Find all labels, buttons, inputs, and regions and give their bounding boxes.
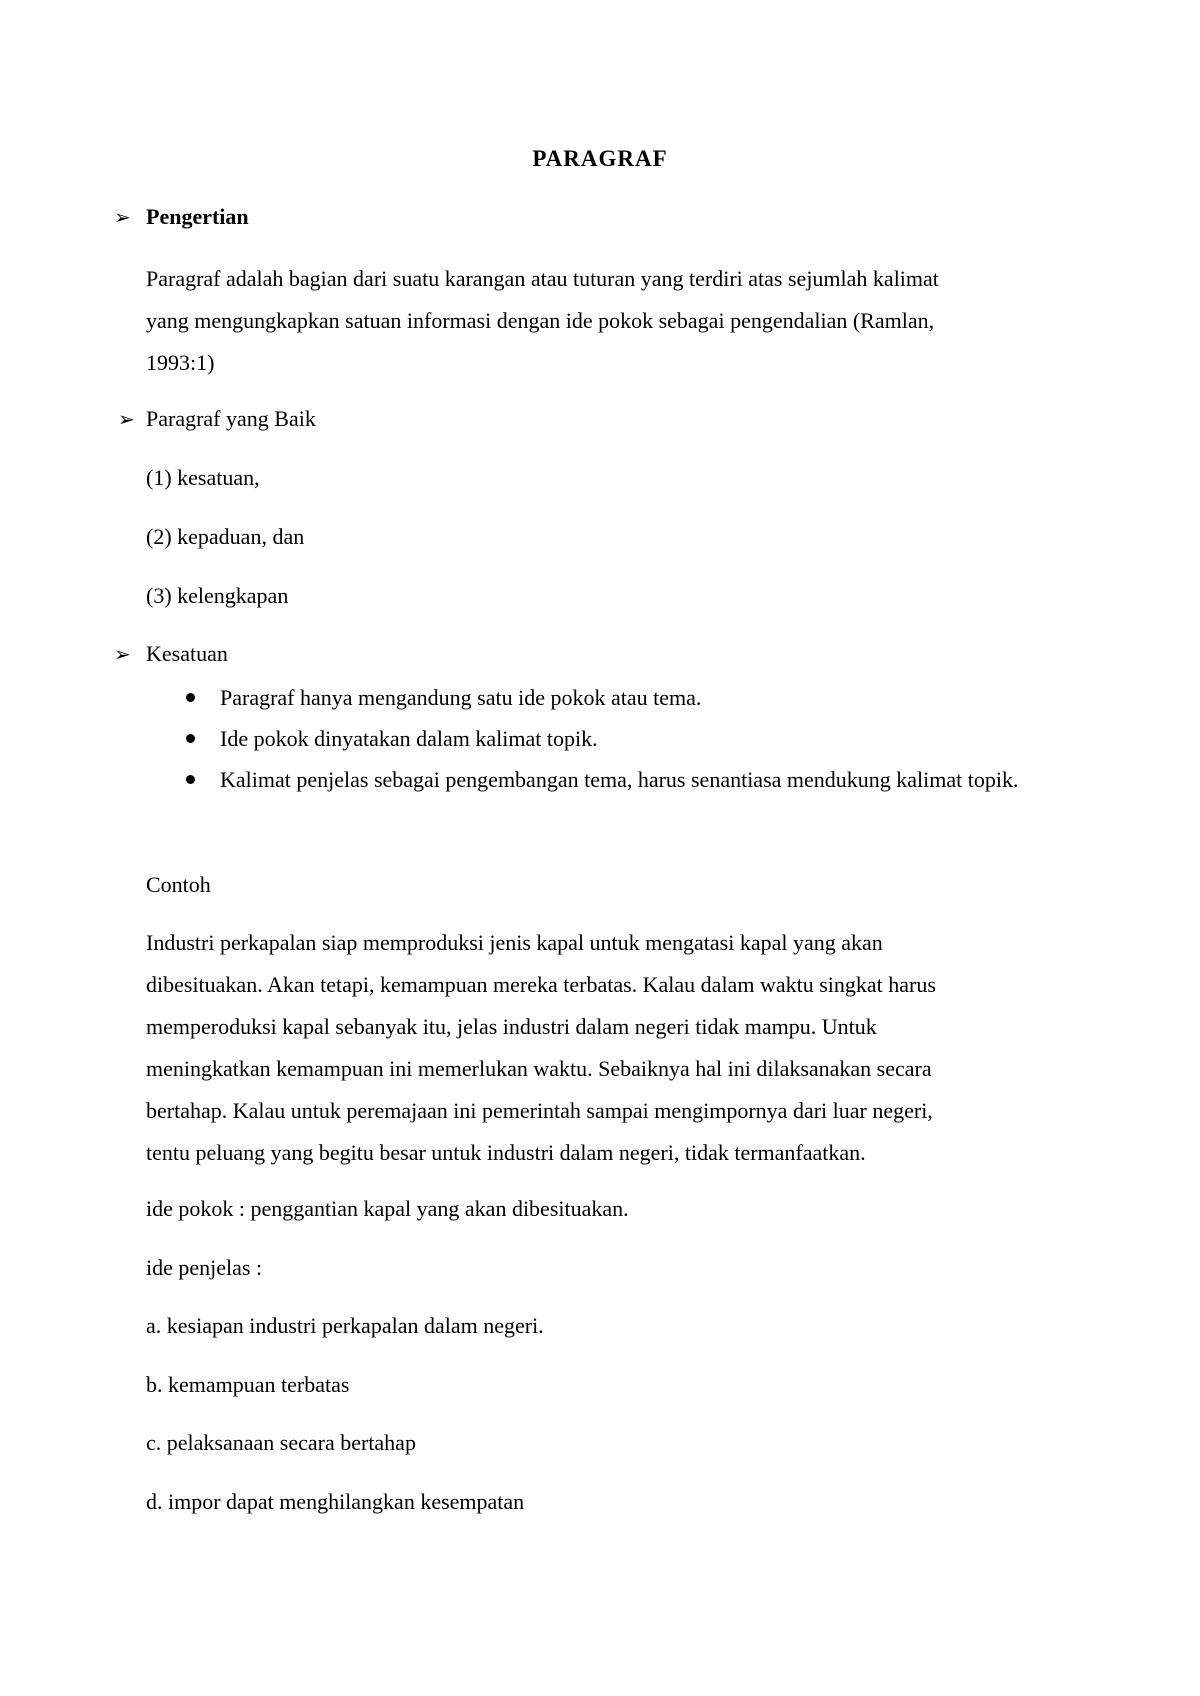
contoh-line: meningkatkan kemampuan ini memerlukan waktu. Sebaiknya hal ini dilaksanakan secara (146, 1056, 932, 1081)
ide-penjelas-item: c. pelaksanaan secara bertahap (146, 1430, 416, 1455)
ide-penjelas-label: ide penjelas : (146, 1255, 263, 1280)
arrow-bullet-icon: ➢ (118, 408, 135, 431)
pengertian-line: yang mengungkapkan satuan informasi dengan ide pokok sebagai pengendalian (Ramlan, (146, 308, 935, 333)
list-item: (2) kepaduan, dan (146, 524, 305, 549)
page-title: PARAGRAF (532, 146, 668, 171)
contoh-line: Industri perkapalan siap memproduksi jenis kapal untuk mengatasi kapal yang akan (146, 930, 883, 955)
arrow-bullet-icon: ➢ (114, 206, 131, 229)
bullet-text: Kalimat penjelas sebagai pengembangan tema, harus senantiasa mendukung kalimat topik. (220, 767, 1019, 792)
bullet-dot-icon (186, 775, 195, 784)
kesatuan-bullet-list (146, 677, 1046, 800)
contoh-line: dibesituakan. Akan tetapi, kemampuan mereka terbatas. Kalau dalam waktu singkat harus (146, 972, 936, 997)
ide-pokok: ide pokok : penggantian kapal yang akan dibesituakan. (146, 1196, 629, 1221)
list-item: (3) kelengkapan (146, 583, 289, 608)
arrow-bullet-icon: ➢ (114, 643, 131, 666)
kesatuan-heading: Kesatuan (146, 641, 228, 666)
list-item: (1) kesatuan, (146, 465, 260, 490)
section-paragraf-baik-heading (118, 406, 316, 432)
contoh-label: Contoh (146, 872, 211, 897)
pengertian-body (146, 258, 1046, 384)
list-item (146, 759, 1046, 800)
contoh-paragraph (146, 922, 1046, 1174)
section-pengertian-heading (114, 204, 249, 230)
contoh-line: bertahap. Kalau untuk peremajaan ini pemerintah sampai mengimpornya dari luar negeri, (146, 1098, 933, 1123)
ide-penjelas-item: a. kesiapan industri perkapalan dalam negeri. (146, 1313, 544, 1338)
bullet-dot-icon (186, 693, 195, 702)
contoh-line: tentu peluang yang begitu besar untuk industri dalam negeri, tidak termanfaatkan. (146, 1140, 866, 1165)
bullet-dot-icon (186, 734, 195, 743)
section-kesatuan-heading (114, 641, 228, 667)
list-item (146, 718, 1046, 759)
contoh-line: memperoduksi kapal sebanyak itu, jelas industri dalam negeri tidak mampu. Untuk (146, 1014, 877, 1039)
list-item (146, 677, 1046, 718)
pengertian-line: Paragraf adalah bagian dari suatu karangan atau tuturan yang terdiri atas sejumlah kalimat (146, 266, 939, 291)
pengertian-heading: Pengertian (146, 204, 249, 229)
bullet-text: Paragraf hanya mengandung satu ide pokok atau tema. (220, 685, 702, 710)
pengertian-line: 1993:1) (146, 350, 215, 375)
paragraf-baik-heading: Paragraf yang Baik (146, 406, 316, 431)
ide-penjelas-item: b. kemampuan terbatas (146, 1372, 350, 1397)
bullet-text: Ide pokok dinyatakan dalam kalimat topik. (220, 726, 598, 751)
ide-penjelas-item: d. impor dapat menghilangkan kesempatan (146, 1489, 525, 1514)
